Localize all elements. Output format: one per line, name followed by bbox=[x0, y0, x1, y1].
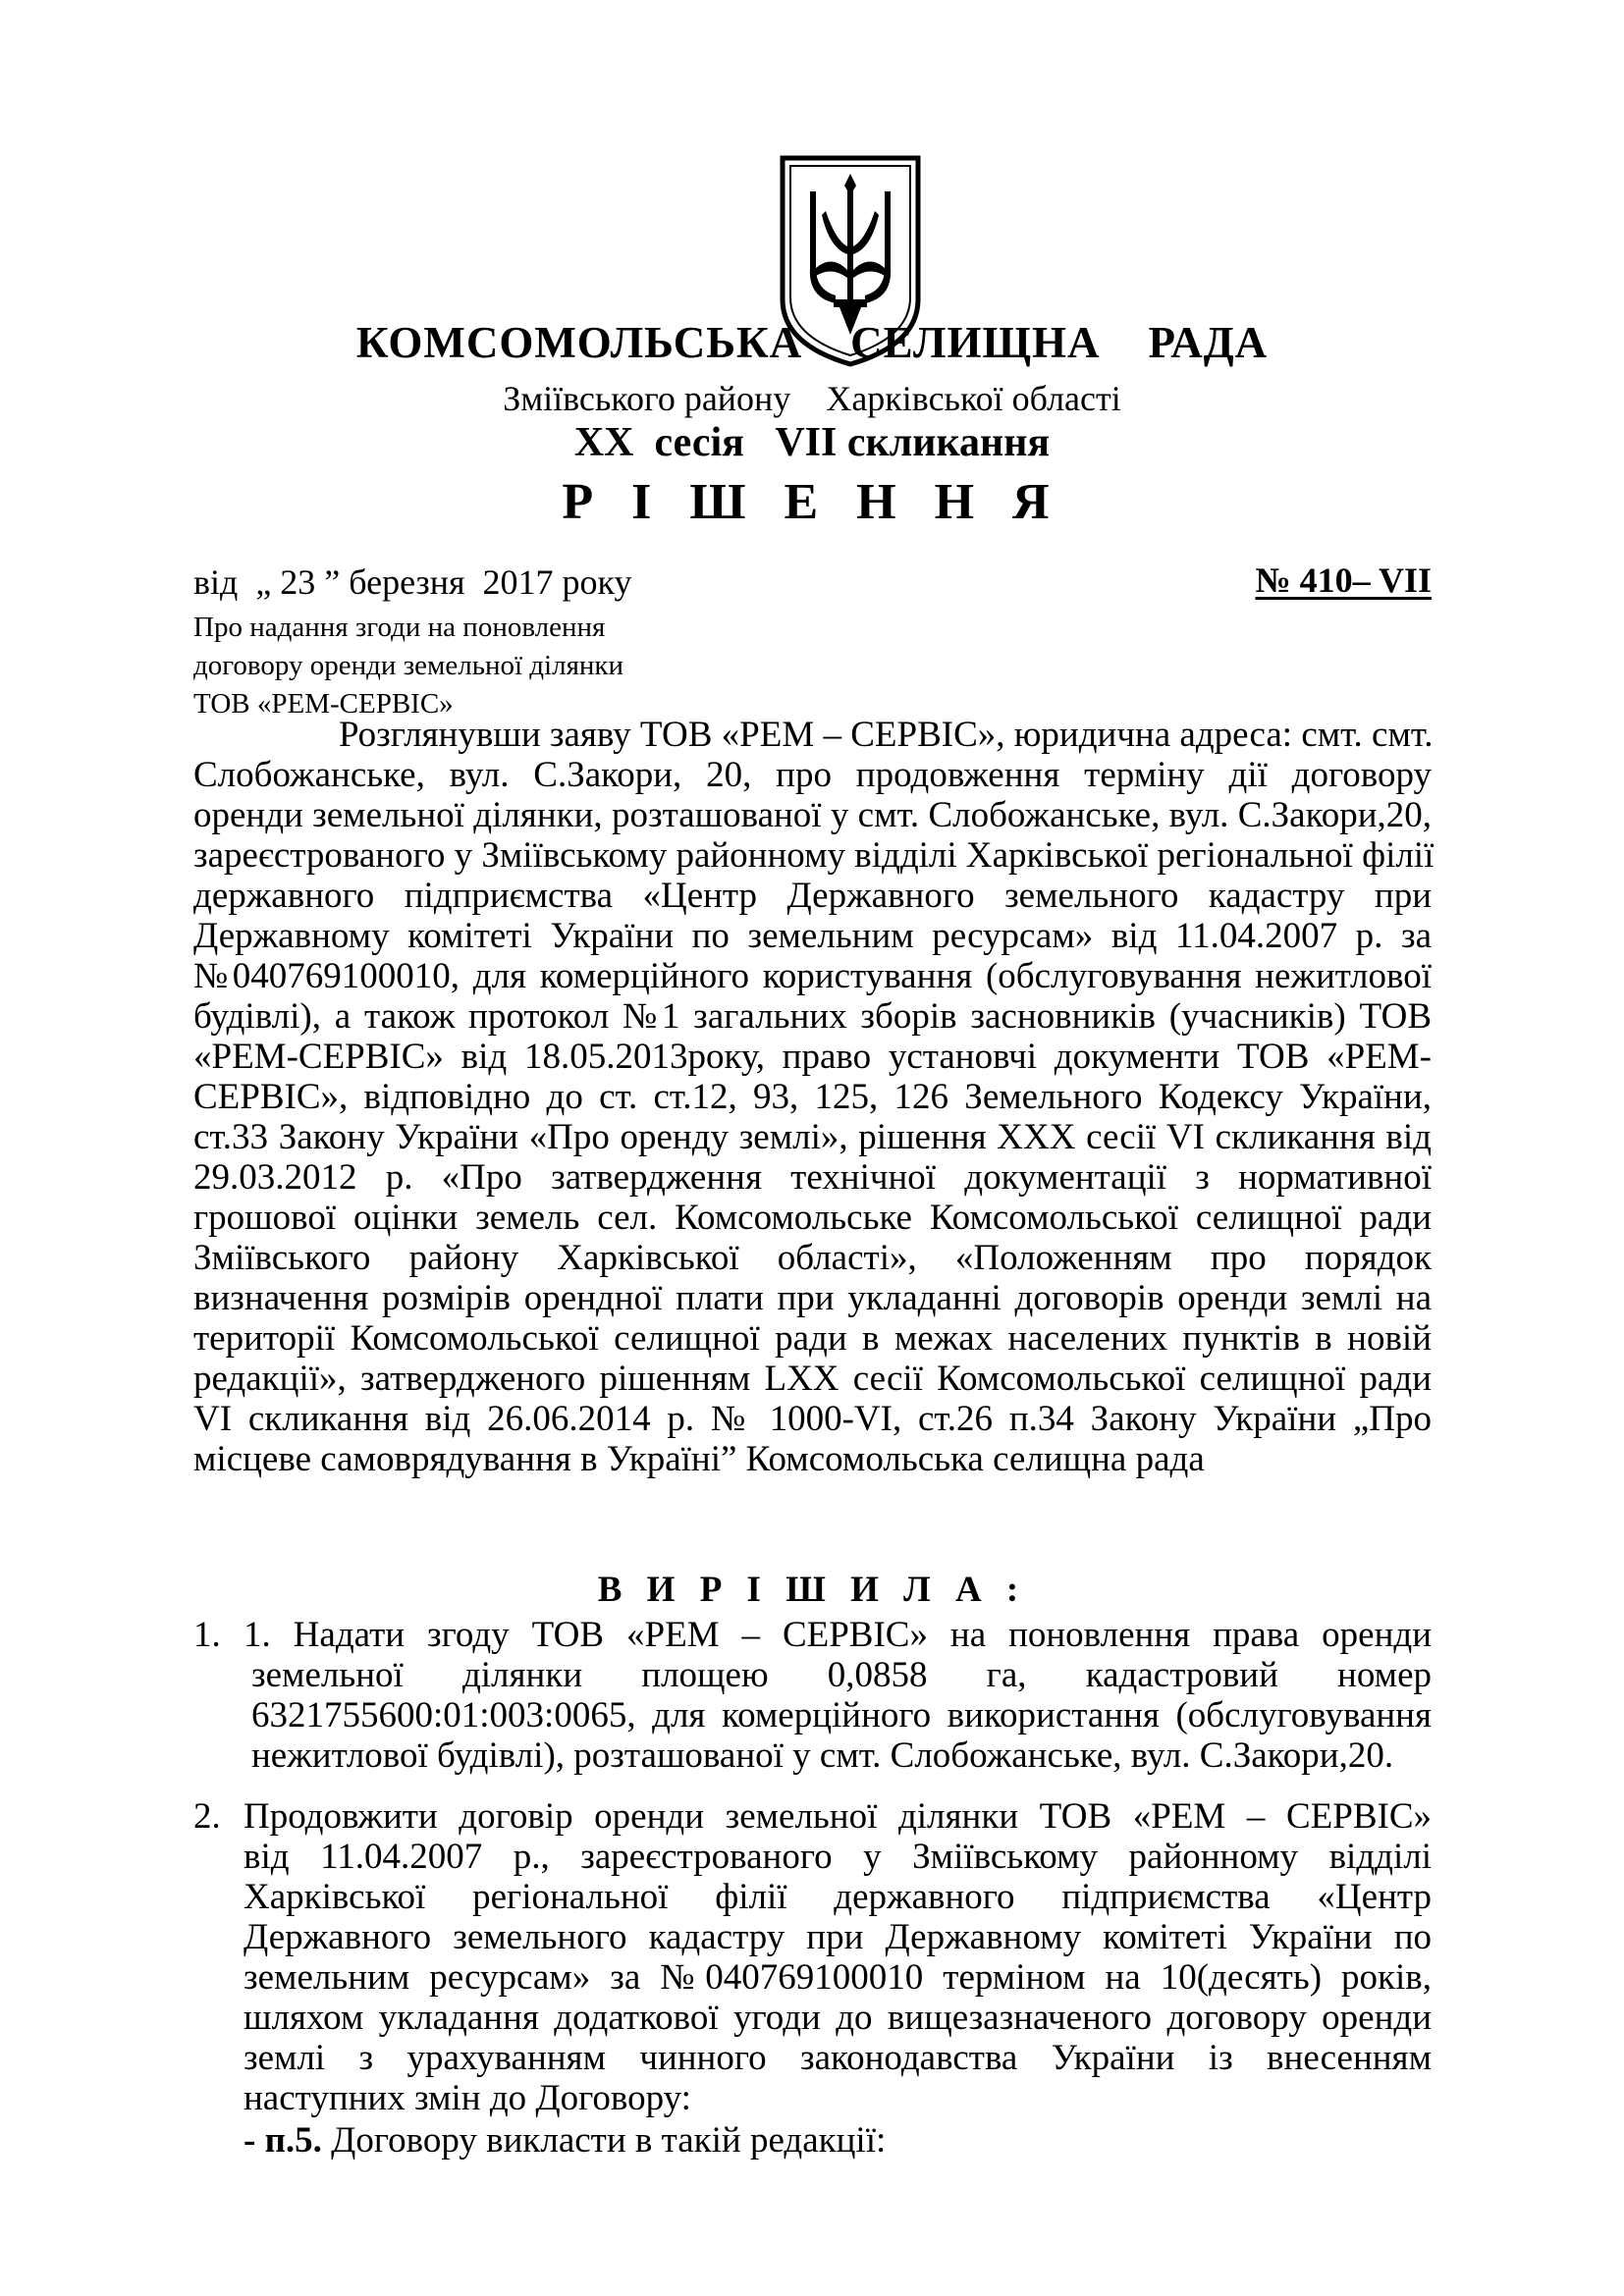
subject-line: договору оренди земельної ділянки bbox=[193, 650, 624, 681]
preamble-line: Розглянувши заяву ТОВ «РЕМ – СЕРВІС», юридична адреса: смт. смт. bbox=[339, 715, 1434, 755]
district-region: Зміївського району Харківської області bbox=[503, 379, 1121, 418]
preamble-line: Зміївського району Харківської області», «Положенням про порядок bbox=[193, 1238, 1432, 1278]
preamble-line: СЕРВІС», відповідно до ст. ст.12, 93, 125, 126 Земельного Кодексу України, bbox=[193, 1077, 1432, 1117]
preamble-line: №040769100010, для комерційного користування (обслуговування нежитлової bbox=[193, 956, 1432, 996]
list-item-line: 6321755600:01:003:0065, для комерційного використання (обслуговування bbox=[251, 1695, 1432, 1735]
preamble-line: зареєстрованого у Зміївському районному відділі Харківської регіональної філії bbox=[193, 835, 1435, 876]
council-name: КОМСОМОЛЬСЬКА СЕЛИЩНА РАДА bbox=[355, 318, 1269, 367]
preamble-line: редакції», затвердженого рішенням LХХ сесії Комсомольської селищної ради bbox=[193, 1359, 1432, 1399]
preamble-line: оренди земельної ділянки, розташованої у смт. Слобожанське, вул. С.Закори,20, bbox=[193, 795, 1432, 835]
preamble-line: місцеве самоврядування в Україні” Комсомольська селищна рада bbox=[193, 1439, 1205, 1479]
preamble-line: Державному комітеті України по земельним ресурсам» від 11.04.2007 р. за bbox=[193, 916, 1432, 956]
preamble-line: будівлі), а також протокол №1 загальних зборів засновників (учасників) ТОВ bbox=[193, 996, 1432, 1037]
list-item-line: Харківської регіональної філії державного підприємства «Центр bbox=[244, 1877, 1432, 1917]
list-item-line: землі з урахуванням чинного законодавства України із внесенням bbox=[244, 2038, 1432, 2078]
list-item-number: 1. bbox=[193, 1615, 221, 1655]
clause-text: Договору викласти в такій редакції: bbox=[321, 2120, 887, 2161]
list-item-line: нежитлової будівлі), розташованої у смт. Слобожанське, вул. С.Закори,20. bbox=[251, 1735, 1394, 1776]
preamble-line: Слобожанське, вул. С.Закори, 20, про продовження терміну дії договору bbox=[193, 755, 1432, 795]
list-item bbox=[193, 1615, 1432, 1776]
list-item-line: від 11.04.2007 р., зареєстрованого у Зміївському районному відділі bbox=[244, 1837, 1432, 1877]
clause-label: - п.5. bbox=[244, 2120, 322, 2161]
clause-line bbox=[244, 2119, 886, 2162]
preamble-line: визначення розмірів орендної плати при укладанні договорів оренди землі на bbox=[193, 1278, 1432, 1318]
preamble-line: державного підприємства «Центр Державного земельного кадастру при bbox=[193, 876, 1432, 916]
decision-title: Р І Ш Е Н Н Я bbox=[562, 474, 1062, 530]
session-line: ХХ сесія VІІ скликання bbox=[573, 420, 1051, 465]
resolved-heading: В И Р І Ш И Л А : bbox=[597, 1570, 1027, 1610]
list-item-line: Продовжити договір оренди земельної ділянки ТОВ «РЕМ – СЕРВІС» bbox=[244, 1796, 1432, 1837]
list-item-number: 2. bbox=[193, 1796, 221, 1837]
preamble-line: грошової оцінки земель сел. Комсомольське Комсомольської селищної ради bbox=[193, 1198, 1432, 1238]
list-item bbox=[193, 1796, 1432, 2118]
preamble-line: ст.33 Закону України «Про оренду землі», рішення ХХХ сесії VІ скликання від bbox=[193, 1117, 1432, 1157]
list-item-line: 1. Надати згоду ТОВ «РЕМ – СЕРВІС» на поновлення права оренди bbox=[244, 1615, 1432, 1655]
decision-subject bbox=[193, 609, 623, 723]
preamble-line: території Комсомольської селищної ради в межах населених пунктів в новій bbox=[193, 1318, 1432, 1359]
preamble-paragraph bbox=[193, 715, 1435, 1479]
decision-date: від „ 23 ” березня 2017 року bbox=[193, 562, 632, 602]
preamble-line: 29.03.2012 р. «Про затвердження технічної документації з нормативної bbox=[193, 1157, 1432, 1198]
list-item-line: наступних змін до Договору: bbox=[244, 2078, 691, 2118]
list-item-line: земельним ресурсам» за №040769100010 терміном на 10(десять) років, bbox=[244, 1957, 1432, 1998]
subject-line: Про надання згоди на поновлення bbox=[193, 612, 606, 643]
preamble-line: «РЕМ-СЕРВІС» від 18.05.2013року, право установчі документи ТОВ «РЕМ- bbox=[193, 1037, 1432, 1077]
list-item-line: Державного земельного кадастру при Державному комітеті України по bbox=[244, 1917, 1432, 1957]
preamble-line: VІ скликання від 26.06.2014 р. № 1000-VІ, ст.26 п.34 Закону України „Про bbox=[193, 1399, 1432, 1439]
decision-number: № 410– VІІ bbox=[1255, 561, 1432, 600]
list-item-line: шляхом укладання додаткової угоди до вищезазначеного договору оренди bbox=[244, 1998, 1432, 2038]
subject-line: ТОВ «РЕМ-СЕРВІС» bbox=[193, 688, 454, 720]
list-item-line: земельної ділянки площею 0,0858 га, кадастровий номер bbox=[251, 1655, 1432, 1695]
